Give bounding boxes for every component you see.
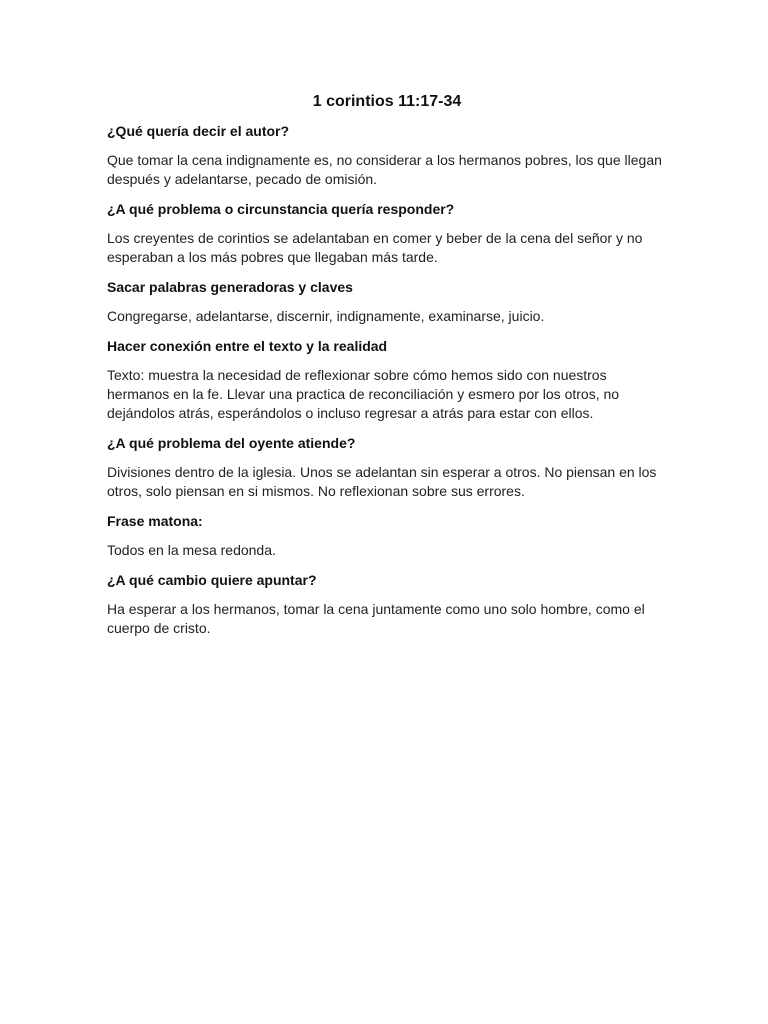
section-answer: Los creyentes de corintios se adelantaban en comer y beber de la cena del señor y no esperaban a los más pobres que llegaban más tarde.: [107, 230, 643, 265]
section-question: ¿Qué quería decir el autor?: [107, 123, 290, 139]
section-answer: Texto: muestra la necesidad de reflexionar sobre cómo hemos sido con nuestros hermanos en la fe. Llevar una practica de reconciliación y esmero por los otros, no dejándolos atrás, esperándolos o incluso regresar a atrás para estar con ellos.: [107, 367, 620, 421]
section-problema-oyente: [107, 434, 667, 501]
document-title: 1 corintios 11:17-34: [312, 93, 462, 110]
section-cambio: [107, 571, 667, 638]
section-answer: Congregarse, adelantarse, discernir, indignamente, examinarse, juicio.: [107, 308, 545, 324]
section-autor: [107, 122, 667, 189]
section-answer: Todos en la mesa redonda.: [107, 542, 276, 558]
section-answer: Divisiones dentro de la iglesia. Unos se adelantan sin esperar a otros. No piensan en los otros, solo piensan en si mismos. No reflexionan sobre sus errores.: [107, 464, 657, 499]
section-question: ¿A qué cambio quiere apuntar?: [107, 572, 317, 588]
section-question: Hacer conexión entre el texto y la realidad: [107, 338, 388, 354]
section-answer: Que tomar la cena indignamente es, no considerar a los hermanos pobres, los que llegan después y adelantarse, pecado de omisión.: [107, 152, 662, 187]
section-frase-matona: [107, 512, 667, 560]
section-conexion: [107, 337, 667, 423]
section-answer: Ha esperar a los hermanos, tomar la cena juntamente como uno solo hombre, como el cuerpo de cristo.: [107, 601, 645, 636]
section-question: Sacar palabras generadoras y claves: [107, 279, 353, 295]
section-question: ¿A qué problema del oyente atiende?: [107, 435, 356, 451]
section-question: Frase matona:: [107, 513, 203, 529]
section-palabras-clave: [107, 278, 667, 326]
section-circunstancia: [107, 200, 667, 267]
section-question: ¿A qué problema o circunstancia quería responder?: [107, 201, 455, 217]
document-page: [107, 92, 667, 649]
